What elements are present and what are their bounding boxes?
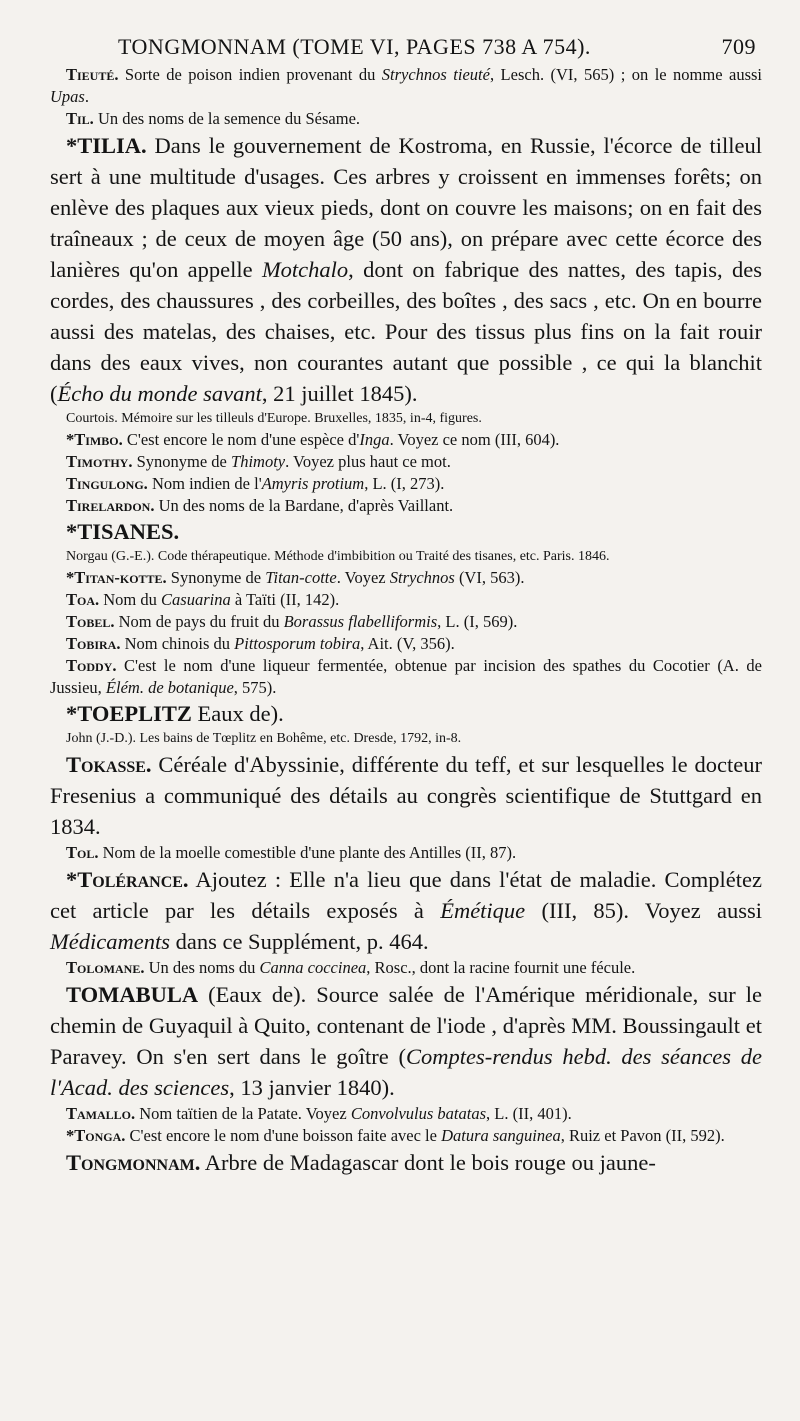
entry-text: Synonyme de — [132, 452, 232, 471]
entry-headword: Tamallo. — [66, 1104, 136, 1123]
entry-text: Nom taïtien de la Patate. Voyez — [135, 1104, 351, 1123]
entry-headword: Tobel. — [66, 612, 115, 631]
entry-headword: *Tolérance. — [66, 867, 189, 892]
entry-text: C'est encore le nom d'une espèce d' — [122, 430, 360, 449]
entry-headword: Til. — [66, 109, 94, 128]
entry-italic-text: Datura sanguinea — [441, 1126, 561, 1145]
entry-text: . Voyez — [336, 568, 390, 587]
dictionary-entry — [50, 842, 762, 864]
entry-text: , L. (I, 569). — [437, 612, 518, 631]
dictionary-entry — [50, 979, 762, 1103]
running-header — [50, 34, 762, 60]
entry-headword: Tingulong. — [66, 474, 148, 493]
entry-headword: Tirelardon. — [66, 496, 155, 515]
entry-italic-text: Émétique — [440, 898, 526, 923]
dictionary-entry — [50, 729, 762, 749]
entry-headword: *Tonga. — [66, 1126, 126, 1145]
entry-italic-text: Convolvulus batatas — [350, 1104, 487, 1123]
dictionary-entry — [50, 699, 762, 729]
dictionary-entry — [50, 957, 762, 979]
entry-italic-text: Pittosporum tobira — [234, 634, 361, 653]
entry-headword: *TILIA. — [66, 133, 147, 158]
entry-headword: Tobira. — [66, 634, 121, 653]
entry-italic-text: Comptes-rendus hebd. des séances de l'Acad. des sciences — [50, 1044, 762, 1100]
entry-headword: Tokasse. — [66, 752, 152, 777]
entry-italic-text: Casuarina — [161, 590, 231, 609]
entry-text: . — [84, 87, 89, 106]
entry-headword: Tieuté. — [66, 65, 119, 84]
entry-italic-text: Élém. de botanique — [105, 678, 234, 697]
entry-text: Sorte de poison indien provenant du — [118, 65, 382, 84]
entry-text: , Ruiz et Pavon (II, 592). — [560, 1126, 725, 1145]
entry-italic-text: Amyris protium — [261, 474, 365, 493]
entry-headword: Toa. — [66, 590, 100, 609]
dictionary-entry — [50, 451, 762, 473]
entry-text: Un des noms du — [144, 958, 260, 977]
entry-text: Synonyme de — [166, 568, 266, 587]
entry-text: Dans le gouvernement de Kostroma, en Russie, l'écorce de tilleul sert à une multitude d'usages. Ces arbres y croissent en immenses forêts; on enlève des plaques aux vieux pieds, dont on couvre les maisons; on en fait des traîneaux ; de ceux de moyen âge (50 ans), on prépare avec cette écorce des lanières qu'on appelle — [50, 133, 762, 282]
entry-text: . Voyez ce nom (III, 604). — [389, 430, 560, 449]
entry-text: Nom chinois du — [120, 634, 235, 653]
entry-italic-text: Inga — [359, 430, 390, 449]
entry-text: Nom de pays du fruit du — [114, 612, 284, 631]
entry-text: , 13 janvier 1840). — [229, 1075, 395, 1100]
entry-text: (VI, 563). — [454, 568, 525, 587]
dictionary-entry — [50, 589, 762, 611]
entries-list — [50, 64, 762, 1178]
entry-headword: TOMABULA — [66, 982, 199, 1007]
entry-italic-text: Strychnos tieuté — [381, 65, 490, 84]
dictionary-entry — [50, 130, 762, 409]
entry-text: (III, 85). Voyez aussi — [525, 898, 762, 923]
entry-text: à Taïti (II, 142). — [230, 590, 340, 609]
entry-text: C'est le nom d'une liqueur fermentée, obtenue par incision des spathes du Cocotier (A. de Jussieu, — [50, 656, 762, 697]
entry-headword: *TISANES. — [66, 519, 180, 544]
entry-text: , dont on fabrique des nattes, des tapis, des cordes, des chaussures , des corbeilles, des boîtes , des sacs , etc. On en bourre aussi des matelas, des chaises, etc. Pour des tissus plus fins on la fait rouir dans des eaux vives, non courantes autant que possible , ce qui la blanchit ( — [50, 257, 762, 406]
entry-headword: Tol. — [66, 843, 99, 862]
entry-text: Un des noms de la semence du Sésame. — [93, 109, 361, 128]
entry-text: , Lesch. (VI, 565) ; on le nomme aussi — [489, 65, 762, 84]
entry-text: . Voyez plus haut ce mot. — [285, 452, 451, 471]
entry-text: Nom indien de l' — [147, 474, 262, 493]
entry-text: , 21 juillet 1845). — [261, 381, 418, 406]
entry-text: Arbre de Madagascar dont le bois rouge ou jaune- — [200, 1150, 656, 1175]
entry-text: John (J.-D.). Les bains de Tœplitz en Bohême, etc. Dresde, 1792, in-8. — [66, 731, 462, 746]
dictionary-entry — [50, 567, 762, 589]
dictionary-entry — [50, 495, 762, 517]
dictionary-entry — [50, 633, 762, 655]
entry-italic-text: Canna coccinea — [259, 958, 367, 977]
entry-italic-text: Upas — [50, 87, 85, 106]
entry-text: Nom du — [99, 590, 162, 609]
entry-text: Ajoutez : Elle n'a lieu que dans l'état de maladie. Complétez cet article par les détails exposés à — [50, 867, 762, 923]
entry-italic-text: Borassus flabelliformis — [283, 612, 438, 631]
entry-headword: *Timbo. — [66, 430, 123, 449]
entry-headword: Tolomane. — [66, 958, 145, 977]
dictionary-entry — [50, 473, 762, 495]
dictionary-entry — [50, 1103, 762, 1125]
entry-italic-text: Médicaments — [50, 929, 170, 954]
dictionary-entry — [50, 611, 762, 633]
dictionary-entry — [50, 1125, 762, 1147]
entry-text: C'est encore le nom d'une boisson faite avec le — [125, 1126, 442, 1145]
dictionary-entry — [50, 429, 762, 451]
entry-italic-text: Strychnos — [389, 568, 455, 587]
page-number: 709 — [721, 34, 756, 59]
entry-text: dans ce Supplément, p. 464. — [169, 929, 429, 954]
entry-headword: *Titan-kotte. — [66, 568, 167, 587]
entry-text: Norgau (G.-E.). Code thérapeutique. Méthode d'imbibition ou Traité des tisanes, etc. Paris. 1846. — [66, 549, 610, 564]
entry-text: (Eaux de). Source salée de l'Amérique méridionale, sur le chemin de Guyaquil à Quito, contenant de l'iode , d'après MM. Boussingault et Paravey. On s'en sert dans le goître ( — [50, 982, 762, 1069]
dictionary-entry — [50, 1147, 762, 1178]
dictionary-entry — [50, 655, 762, 699]
entry-italic-text: Thimoty — [231, 452, 286, 471]
entry-italic-text: Écho du monde savant — [57, 381, 262, 406]
entry-text: , Rosc., dont la racine fournit une fécule. — [366, 958, 636, 977]
dictionary-entry — [50, 517, 762, 547]
entry-text: , L. (I, 273). — [364, 474, 445, 493]
entry-headword: Tongmonnam. — [66, 1150, 201, 1175]
entry-headword: *TOEPLITZ — [66, 701, 192, 726]
dictionary-entry — [50, 64, 762, 108]
dictionary-entry — [50, 547, 762, 567]
entry-text: Eaux de). — [191, 701, 284, 726]
entry-headword: Timothy. — [66, 452, 133, 471]
entry-italic-text: Motchalo — [261, 257, 349, 282]
entry-text: , L. (II, 401). — [486, 1104, 572, 1123]
dictionary-entry — [50, 749, 762, 842]
entry-text: Un des noms de la Bardane, d'après Vaillant. — [154, 496, 454, 515]
dictionary-entry — [50, 864, 762, 957]
entry-text: Céréale d'Abyssinie, différente du teff, et sur lesquelles le docteur Fresenius a communiqué des détails au congrès scientifique de Stuttgard en 1834. — [50, 752, 762, 839]
entry-text: , Ait. (V, 356). — [360, 634, 455, 653]
entry-headword: Toddy. — [66, 656, 117, 675]
running-title: TONGMONNAM (TOME VI, PAGES 738 A 754). — [118, 34, 591, 59]
entry-text: Nom de la moelle comestible d'une plante des Antilles (II, 87). — [98, 843, 517, 862]
dictionary-entry — [50, 108, 762, 130]
entry-text: , 575). — [233, 678, 277, 697]
entry-text: Courtois. Mémoire sur les tilleuls d'Europe. Bruxelles, 1835, in-4, figures. — [66, 411, 482, 426]
entry-italic-text: Titan-cotte — [265, 568, 337, 587]
dictionary-entry — [50, 409, 762, 429]
